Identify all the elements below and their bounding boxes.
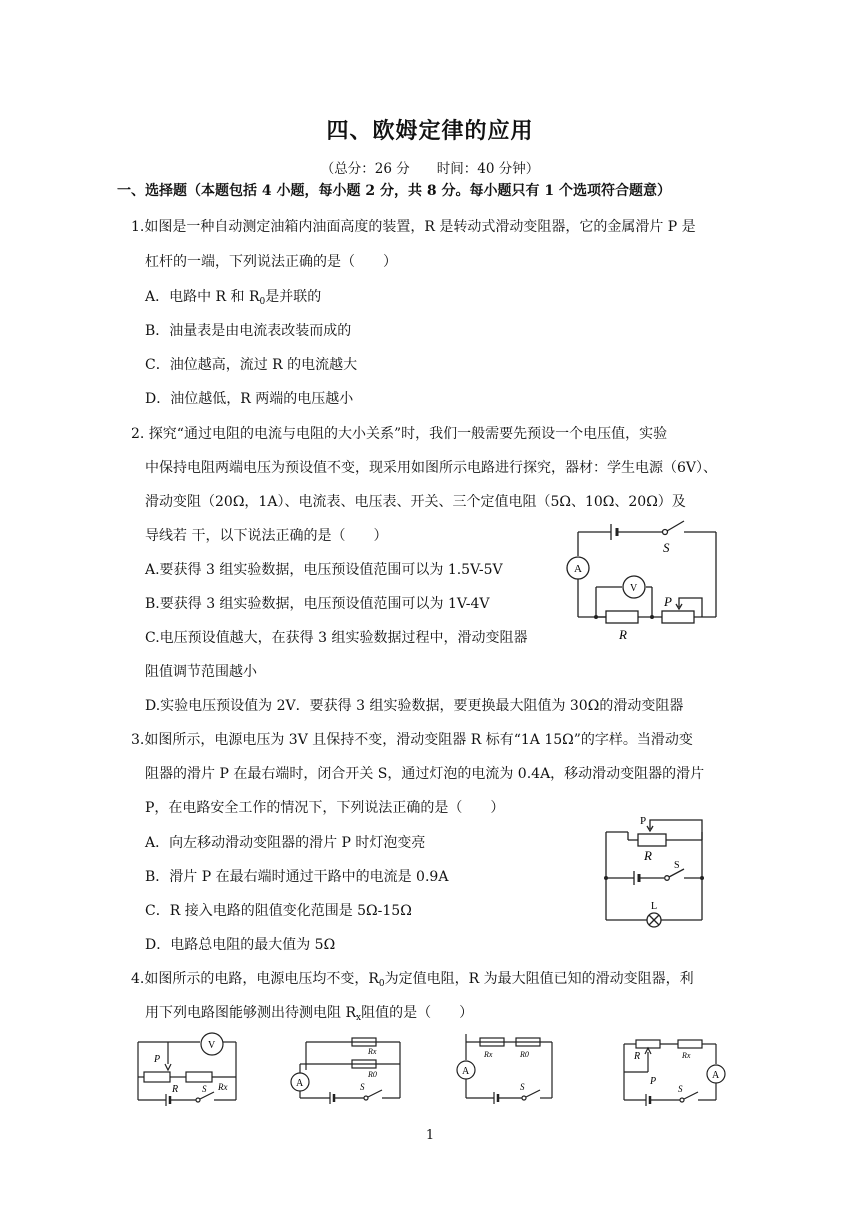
q1-option-a-text: A．电路中 R 和 R [145, 289, 260, 305]
q1-option-a-sub: 0 [259, 297, 266, 307]
q2-stem-line3: 滑动变阻（20Ω，1A）、电流表、电压表、开关、三个定值电阻（5Ω、10Ω、20Ω）及 [145, 494, 686, 510]
q4-circuit-d [616, 1032, 732, 1107]
q4c-label-s: S [520, 1082, 525, 1092]
q2-stem-line4: 导线若 干，以下说法正确的是（ ） [145, 528, 388, 544]
q2-fig-label-s: S [663, 540, 670, 555]
q4-circuit-b [290, 1034, 410, 1106]
q3-fig-label-p: P [640, 815, 647, 827]
q3-fig-label-l: L [651, 901, 658, 912]
q4d-label-rx: Rx [682, 1051, 691, 1060]
q3-option-d: D．电路总电阻的最大值为 5Ω [145, 937, 336, 953]
q4d-label-p: P [650, 1076, 657, 1087]
q2-fig-label-p: P [664, 594, 672, 609]
q3-option-b: B．滑片 P 在最右端时通过干路中的电流是 0.9A [145, 869, 449, 885]
q4-stem-line2 [145, 1004, 473, 1027]
q2-option-c-line1: C.电压预设值越大，在获得 3 组实验数据过程中，滑动变阻器 [145, 630, 528, 646]
q4-stem-line1-sub: 0 [378, 979, 385, 989]
q4-stem-line2-text: 用下列电路图能够测出待测电阻 R [145, 1005, 356, 1021]
q3-option-a: A．向左移动滑动变阻器的滑片 P 时灯泡变亮 [145, 835, 426, 851]
q4-stem-line2-sub: x [356, 1013, 362, 1023]
q1-option-a-text2: 是并联的 [265, 289, 322, 305]
q2-option-d: D.实验电压预设值为 2V．要获得 3 组实验数据，要更换最大阻值为 30Ω的滑动变阻器 [145, 698, 684, 714]
q4b-label-rx: Rx [368, 1047, 377, 1056]
q2-fig-label-r: R [619, 627, 627, 642]
q4d-label-s: S [678, 1084, 683, 1094]
q1-option-a [145, 288, 321, 311]
q2-fig-label-v: V [630, 583, 638, 594]
q4a-label-rx: Rx [218, 1082, 228, 1092]
q4a-label-v: V [208, 1040, 216, 1051]
q4b-label-a: A [296, 1078, 304, 1089]
q1-stem-line2: 杠杆的一端，下列说法正确的是（ ） [145, 254, 397, 270]
q3-stem-line2: 阻器的滑片 P 在最右端时，闭合开关 S，通过灯泡的电流为 0.4A，移动滑动变阻器的滑片 [145, 766, 705, 782]
q4c-label-a: A [462, 1066, 470, 1077]
q2-circuit-diagram [566, 514, 726, 644]
q4-stem-line1-text2: 为定值电阻，R 为最大阻值已知的滑动变阻器，利 [384, 971, 694, 987]
q1-option-d: D．油位越低，R 两端的电压越小 [145, 391, 354, 407]
q4d-label-a: A [712, 1070, 720, 1081]
q3-stem-line1: 3.如图所示，电源电压为 3V 且保持不变，滑动变阻器 R 标有“1A 15Ω”的字样。当滑动变 [131, 732, 693, 748]
q2-option-c-line2: 阻值调节范围越小 [145, 664, 257, 680]
section-heading: 一、选择题（本题包括 4 小题，每小题 2 分，共 8 分。每小题只有 1 个选项符合题意） [117, 183, 671, 199]
q4d-label-r: R [634, 1051, 641, 1062]
q4-stem-line2-text2: 阻值的是（ ） [361, 1005, 474, 1021]
q4-circuit-a [132, 1032, 242, 1107]
q2-option-b: B.要获得 3 组实验数据，电压预设值范围可以为 1V-4V [145, 596, 490, 612]
q4b-label-s: S [360, 1082, 365, 1092]
q2-stem-line1: 2. 探究“通过电阻的电流与电阻的大小关系”时，我们一般需要先预设一个电压值，实验 [131, 426, 668, 442]
page-title: 四、欧姆定律的应用 [326, 118, 534, 144]
page-number: 1 [425, 1128, 435, 1143]
q1-option-c: C．油位越高，流过 R 的电流越大 [145, 357, 358, 373]
q4c-label-r0: R0 [520, 1050, 529, 1059]
q3-stem-line3: P，在电路安全工作的情况下，下列说法正确的是（ ） [145, 800, 505, 816]
q1-stem-line1: 1.如图是一种自动测定油箱内油面高度的装置，R 是转动式滑动变阻器，它的金属滑片 P 是 [131, 219, 696, 235]
q4-stem-line1 [131, 970, 694, 993]
q4a-label-s: S [202, 1084, 207, 1094]
q3-fig-label-r: R [644, 848, 652, 863]
q4-circuit-c [452, 1034, 562, 1106]
q3-fig-label-s: S [674, 860, 680, 871]
q3-circuit-diagram [598, 812, 710, 932]
q4-stem-line1-text: 4.如图所示的电路，电源电压均不变，R [131, 971, 379, 987]
q3-option-c: C．R 接入电路的阻值变化范围是 5Ω-15Ω [145, 903, 412, 919]
q4b-label-r0: R0 [368, 1070, 377, 1079]
q4a-label-p: P [154, 1054, 161, 1065]
q4c-label-rx: Rx [484, 1050, 493, 1059]
q1-option-b: B．油量表是由电流表改装而成的 [145, 323, 352, 339]
q2-fig-label-a: A [574, 563, 582, 575]
page-subtitle: （总分：26 分 时间：40 分钟） [320, 161, 540, 177]
q4a-label-r: R [172, 1084, 179, 1095]
q2-stem-line2: 中保持电阻两端电压为预设值不变，现采用如图所示电路进行探究，器材：学生电源（6V）、 [145, 460, 718, 476]
q2-option-a: A.要获得 3 组实验数据，电压预设值范围可以为 1.5V-5V [145, 562, 503, 578]
